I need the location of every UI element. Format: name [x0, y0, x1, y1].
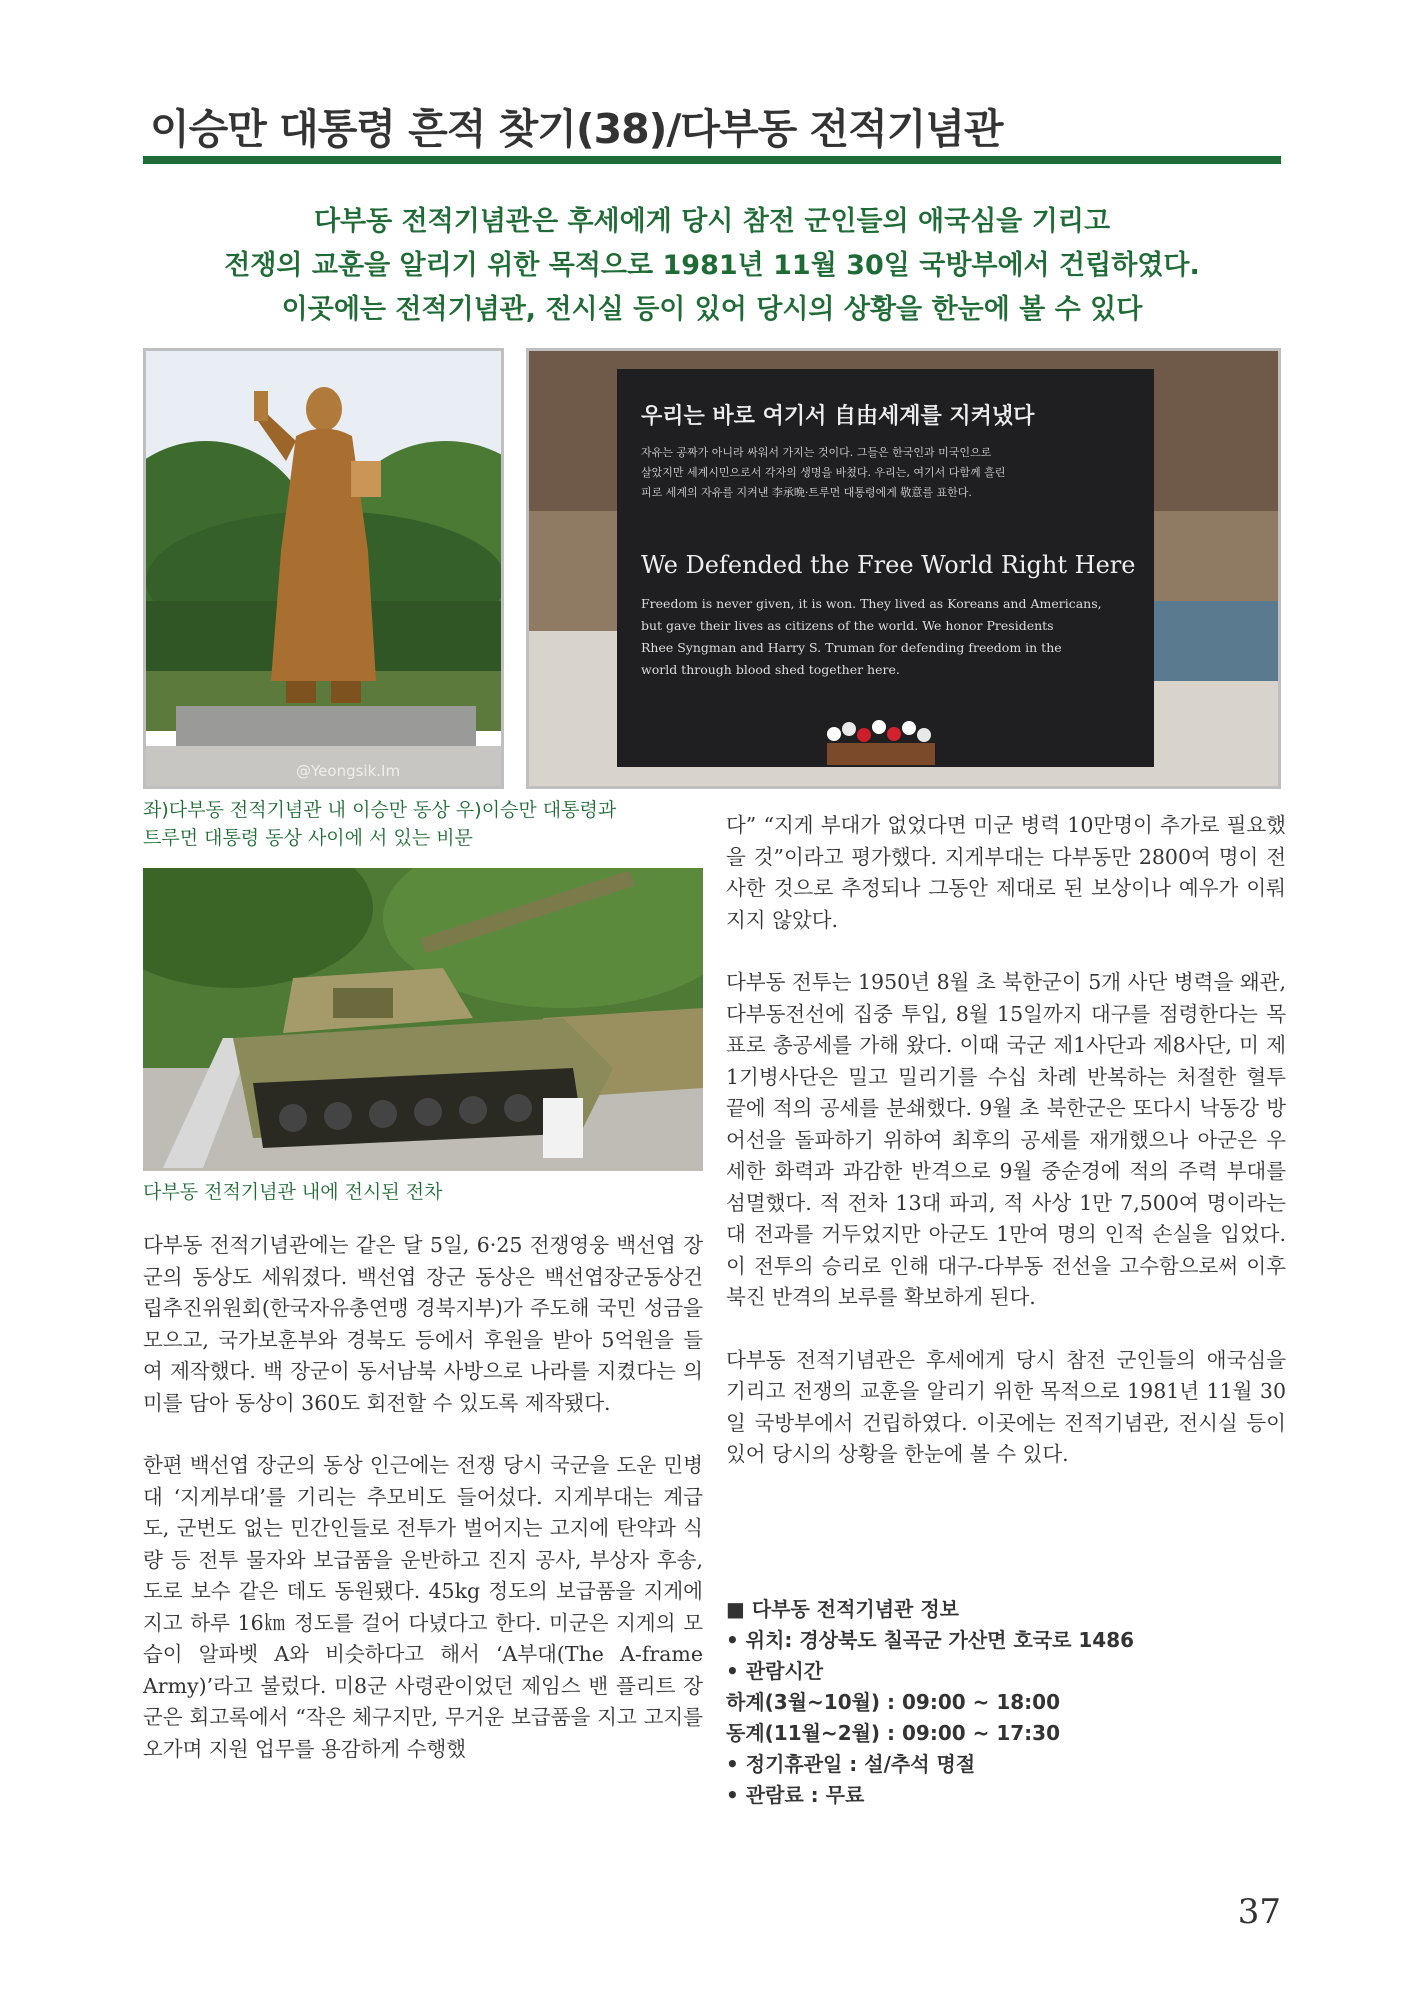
monument-body-en-2: but gave their lives as citizens of the world. We honor Presidents [641, 618, 1054, 633]
lead-line-3: 이곳에는 전적기념관, 전시실 등이 있어 당시의 상황을 한눈에 볼 수 있다 [281, 294, 1143, 325]
statue-photo [143, 348, 504, 789]
left-column [143, 1230, 703, 1796]
monument-body-en-4: world through blood shed together here. [641, 662, 900, 677]
statue-illustration [146, 351, 501, 786]
monument-body-en-3: Rhee Syngman and Harry S. Truman for defending freedom in the [641, 640, 1062, 655]
caption-line-1: 좌)다부동 전적기념관 내 이승만 동상 우)이승만 대통령과 [143, 799, 617, 821]
monument-title-ko: 우리는 바로 여기서 自由세계를 지켜냈다 [641, 403, 1035, 429]
info-location: • 위치: 경상북도 칠곡군 가산면 호국로 1486 [726, 1628, 1135, 1652]
monument-title-en: We Defended the Free World Right Here [641, 551, 1136, 579]
info-winter-hours: 동계(11월~2월) : 09:00 ~ 17:30 [726, 1721, 1060, 1745]
info-heading: ■ 다부동 전적기념관 정보 [726, 1597, 959, 1621]
info-fee: • 관람료 : 무료 [726, 1783, 865, 1807]
monument-photo [526, 348, 1281, 789]
info-summer-hours: 하계(3월~10월) : 09:00 ~ 18:00 [726, 1690, 1060, 1714]
lead-line-2: 전쟁의 교훈을 알리기 위한 목적으로 1981년 11월 30일 국방부에서 건립하였다. [224, 250, 1200, 281]
info-closed-days: • 정기휴관일 : 설/추석 명절 [726, 1752, 976, 1776]
right-paragraph-1: 다” “지게 부대가 없었다면 미군 병력 10만명이 추가로 필요했을 것”이라고 평가했다. 지게부대는 다부동만 2800여 명이 전사한 것으로 추정되나 그동안 제대로 된 보상이나 예우가 이뤄지지 않았다. [726, 813, 1286, 932]
info-hours-label: • 관람시간 [726, 1659, 824, 1683]
lead-summary [143, 200, 1281, 332]
monument-body-en-1: Freedom is never given, it is won. They lived as Koreans and Americans, [641, 596, 1102, 611]
tank-photo [143, 868, 703, 1171]
tank-illustration [143, 868, 703, 1171]
monument-body-ko-2: 살았지만 세계시민으로서 각자의 생명을 바쳤다. 우리는, 여기서 다함께 흘린 [641, 466, 1006, 479]
left-paragraph-2: 한편 백선엽 장군의 동상 인근에는 전쟁 당시 국군을 도운 민병대 ‘지게부대’를 기리는 추모비도 들어섰다. 지게부대는 계급도, 군번도 없는 민간인들로 전투가 벌어지는 고지에 탄약과 식량 등 전투 물자와 보급품을 운반하고 진지 공사, 부상자 후송, 도로 보수 같은 데도 동원됐다. 45kg 정도의 보급품을 지게에 지고 하루 16㎞ 정도를 걸어 다녔다고 한다. 미군은 지게의 모습이 알파벳 A와 비슷하다고 해서 ‘A부대(The A-frame Army)’라고 불렀다. 미8군 사령관이었던 제임스 밴 플리트 장군은 회고록에서 “작은 체구지만, 무거운 보급품을 지고 고지를 오가며 지원 업무를 용감하게 수행했 [143, 1453, 703, 1761]
caption-line-2: 트루먼 대통령 동상 사이에 서 있는 비문 [143, 827, 473, 849]
right-paragraph-2: 다부동 전투는 1950년 8월 초 북한군이 5개 사단 병력을 왜관, 다부동전선에 집중 투입, 8월 15일까지 대구를 점령한다는 목표로 총공세를 가해 왔다. 이때 국군 제1사단과 제8사단, 미 제1기병사단은 밀고 밀리기를 수십 차례 반복하는 처절한 혈투 끝에 적의 공세를 분쇄했다. 9월 초 북한군은 또다시 낙동강 방어선을 돌파하기 위하여 최후의 공세를 재개했으나 아군은 우세한 화력과 과감한 반격으로 9월 중순경에 적의 주력 부대를 섬멸했다. 적 전차 13대 파괴, 적 사상 1만 7,500여 명이라는 대 전과를 거두었지만 아군도 1만여 명의 인적 손실을 입었다. 이 전투의 승리로 인해 대구-다부동 전선을 고수함으로써 이후 북진 반격의 보루를 확보하게 된다. [726, 970, 1286, 1309]
page-number: 37 [1237, 1892, 1281, 1932]
right-paragraph-3: 다부동 전적기념관은 후세에게 당시 참전 군인들의 애국심을 기리고 전쟁의 교훈을 알리기 위한 목적으로 1981년 11월 30일 국방부에서 건립하였다. 이곳에는 전적기념관, 전시실 등이 있어 당시의 상황을 한눈에 볼 수 있다. [726, 1347, 1286, 1466]
lead-line-1: 다부동 전적기념관은 후세에게 당시 참전 군인들의 애국심을 기리고 [313, 206, 1111, 237]
right-column [726, 810, 1286, 1502]
photo-caption-tank: 다부동 전적기념관 내에 전시된 전차 [143, 1181, 443, 1203]
museum-info [726, 1594, 1286, 1811]
photo-caption-statues [143, 796, 703, 852]
monument-body-ko-1: 자유는 공짜가 아니라 싸워서 가지는 것이다. 그들은 한국인과 미국인으로 [641, 446, 992, 459]
monument-body-ko-3: 피로 세계의 자유를 지켜낸 李承晩·트루먼 대통령에게 敬意를 표한다. [641, 486, 972, 499]
photo-watermark: @Yeongsik.Im [296, 762, 401, 780]
title-rule [143, 156, 1281, 164]
left-paragraph-1: 다부동 전적기념관에는 같은 달 5일, 6·25 전쟁영웅 백선엽 장군의 동상도 세워졌다. 백선엽 장군 동상은 백선엽장군동상건립추진위원회(한국자유총연맹 경북지부)가 주도해 국민 성금을 모으고, 국가보훈부와 경북도 등에서 후원을 받아 5억원을 들여 제작했다. 백 장군이 동서남북 사방으로 나라를 지켰다는 의미를 담아 동상이 360도 회전할 수 있도록 제작됐다. [143, 1233, 703, 1415]
page-title: 이승만 대통령 흔적 찾기(38)/다부동 전적기념관 [150, 105, 1003, 153]
monument-illustration [529, 351, 1278, 786]
